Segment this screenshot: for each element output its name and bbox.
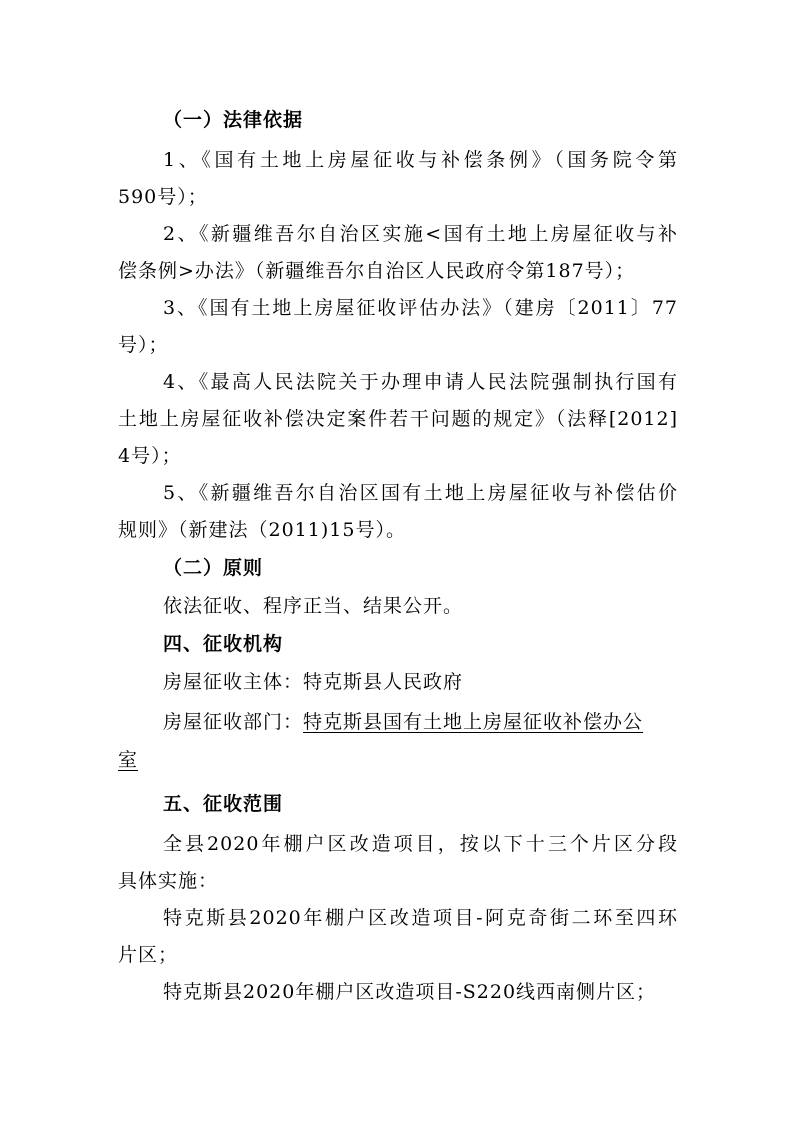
item-4-line-1: 4、《最高人民法院关于办理申请人民法院强制执行国有 <box>163 371 678 393</box>
item-1-line-2: 590号）； <box>118 186 208 208</box>
item-1-line-1: 1、《国有土地上房屋征收与补偿条例》（国务院令第 <box>163 149 678 171</box>
department-name-underlined-cont: 室 <box>118 749 139 771</box>
department-name-underlined: 特克斯县国有土地上房屋征收补偿办公 <box>303 711 644 733</box>
area-1-line-2: 片区； <box>118 944 179 966</box>
agency-department-line-1 <box>163 704 723 740</box>
item-5-line-1: 5、《新疆维吾尔自治区国有土地上房屋征收与补偿估价 <box>163 482 678 504</box>
scope-line-2: 具体实施： <box>118 870 219 892</box>
agency-department-line-2 <box>118 742 678 778</box>
area-2-line: 特克斯县2020年棚户区改造项目-S220线西南侧片区； <box>163 981 657 1003</box>
heading-principle: （二）原则 <box>163 557 264 579</box>
item-4-line-3: 4号）； <box>118 445 182 467</box>
heading-legal-basis: （一）法律依据 <box>163 109 304 131</box>
agency-subject: 房屋征收主体：特克斯县人民政府 <box>163 671 464 693</box>
item-3-line-1: 3、《国有土地上房屋征收评估办法》（建房〔2011〕77 <box>163 297 678 319</box>
heading-scope: 五、征收范围 <box>163 793 284 815</box>
item-3-line-2: 号）； <box>118 334 169 356</box>
item-4-line-2: 土地上房屋征收补偿决定案件若干问题的规定》（法释[2012] <box>118 408 678 430</box>
department-label: 房屋征收部门： <box>163 711 304 733</box>
area-1-line-1: 特克斯县2020年棚户区改造项目-阿克奇街二环至四环 <box>163 907 678 929</box>
item-2-line-1: 2、《新疆维吾尔自治区实施<国有土地上房屋征收与补 <box>163 223 678 245</box>
principle-text: 依法征收、程序正当、结果公开。 <box>163 595 464 617</box>
item-2-line-2: 偿条例>办法》（新疆维吾尔自治区人民政府令第187号）； <box>118 260 636 282</box>
item-5-line-2: 规则》（新建法（2011)15号）。 <box>118 519 406 541</box>
heading-agency: 四、征收机构 <box>163 633 284 655</box>
scope-line-1: 全县2020年棚户区改造项目，按以下十三个片区分段 <box>163 833 678 855</box>
